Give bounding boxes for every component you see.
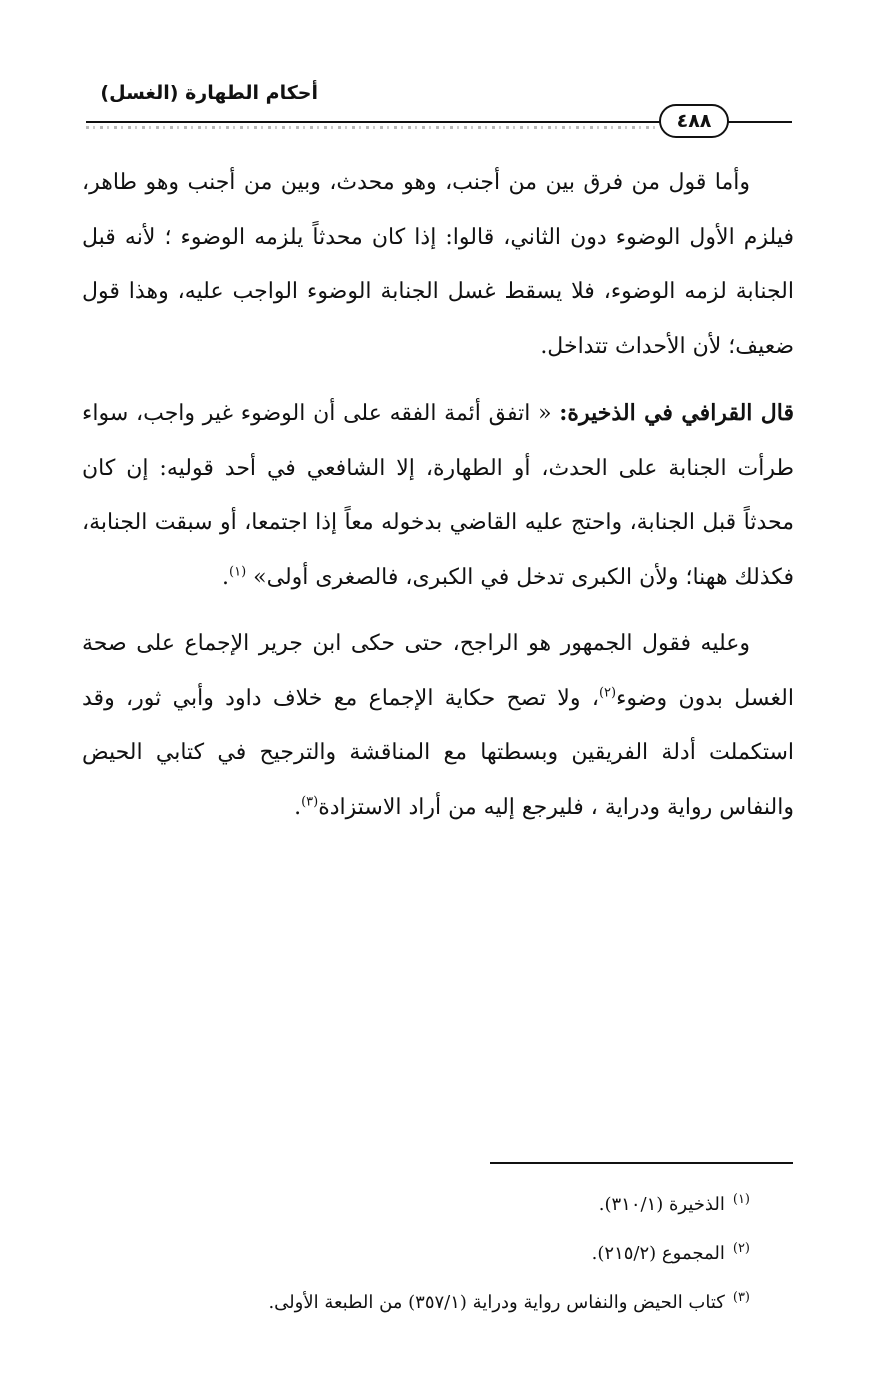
footnote-1-text: الذخيرة (٣١٠/١). bbox=[598, 1194, 725, 1215]
paragraph-3 bbox=[82, 617, 794, 835]
page-number: ٤٨٨ bbox=[659, 104, 729, 138]
footnote-3-mark: (٣) bbox=[732, 1290, 750, 1305]
running-title: أحكام الطهارة (الغسل) bbox=[100, 82, 318, 104]
footnote-1-mark: (١) bbox=[732, 1192, 750, 1207]
paragraph-1 bbox=[82, 156, 794, 374]
paragraph-1-text: وأما قول من فرق بين من أجنب، وهو محدث، وبين من أجنب وهو طاهر، فيلزم الأول الوضوء دون الثاني، قالوا: إذا كان محدثاً يلزمه الوضوء ؛ لأنه قبل الجنابة لزمه الوضوء، فلا يسقط غسل الجنابة الوضوء الواجب عليه، وهذا قول ضعيف؛ لأن الأحداث تتداخل. bbox=[82, 170, 794, 359]
footnote-ref-1[interactable]: (١) bbox=[229, 564, 247, 580]
paragraph-3-text-a: وعليه فقول الجمهور هو الراجح، حتى حكى ابن جرير الإجماع على صحة الغسل بدون وضوء bbox=[82, 631, 794, 711]
footnote-2-text: المجموع (٢١٥/٢). bbox=[591, 1243, 725, 1264]
quote-source-lead: قال القرافي في الذخيرة: bbox=[559, 400, 794, 426]
paragraph-3-end: . bbox=[294, 794, 302, 820]
header-rule-right bbox=[728, 121, 792, 123]
footnote-1 bbox=[190, 1180, 750, 1229]
paragraph-2 bbox=[82, 386, 794, 605]
footnote-2 bbox=[190, 1229, 750, 1278]
footnotes bbox=[190, 1180, 750, 1327]
footnote-ref-3[interactable]: (٣) bbox=[301, 794, 319, 810]
header-rule bbox=[86, 121, 660, 123]
main-text bbox=[82, 156, 794, 847]
footnote-3-text: كتاب الحيض والنفاس رواية ودراية (٣٥٧/١) من الطبعة الأولى. bbox=[268, 1292, 725, 1313]
paragraph-2-end: . bbox=[222, 564, 230, 590]
footnote-3 bbox=[190, 1278, 750, 1327]
paragraph-2-text: « اتفق أئمة الفقه على أن الوضوء غير واجب، سواء طرأت الجنابة على الحدث، أو الطهارة، إلا الشافعي في أحد قوليه: إن كان محدثاً قبل الجنابة، واحتج عليه القاضي بدخوله معاً إذا اجتمعا، أو سبقت الجنابة، فكذلك ههنا؛ ولأن الكبرى تدخل في الكبرى، فالصغرى أولى» bbox=[82, 401, 794, 590]
header-ornament-rule bbox=[86, 126, 660, 129]
footnote-ref-2[interactable]: (٢) bbox=[598, 685, 617, 701]
footnote-2-mark: (٢) bbox=[732, 1241, 750, 1256]
footnote-separator bbox=[490, 1162, 793, 1164]
paragraph-3-text-b: ، ولا تصح حكاية الإجماع مع خلاف داود وأبي ثور، وقد استكملت أدلة الفريقين وبسطتها مع المناقشة والترجيح في كتابي الحيض والنفاس رواية ودراية ، فليرجع إليه من أراد الاستزادة bbox=[82, 685, 794, 820]
